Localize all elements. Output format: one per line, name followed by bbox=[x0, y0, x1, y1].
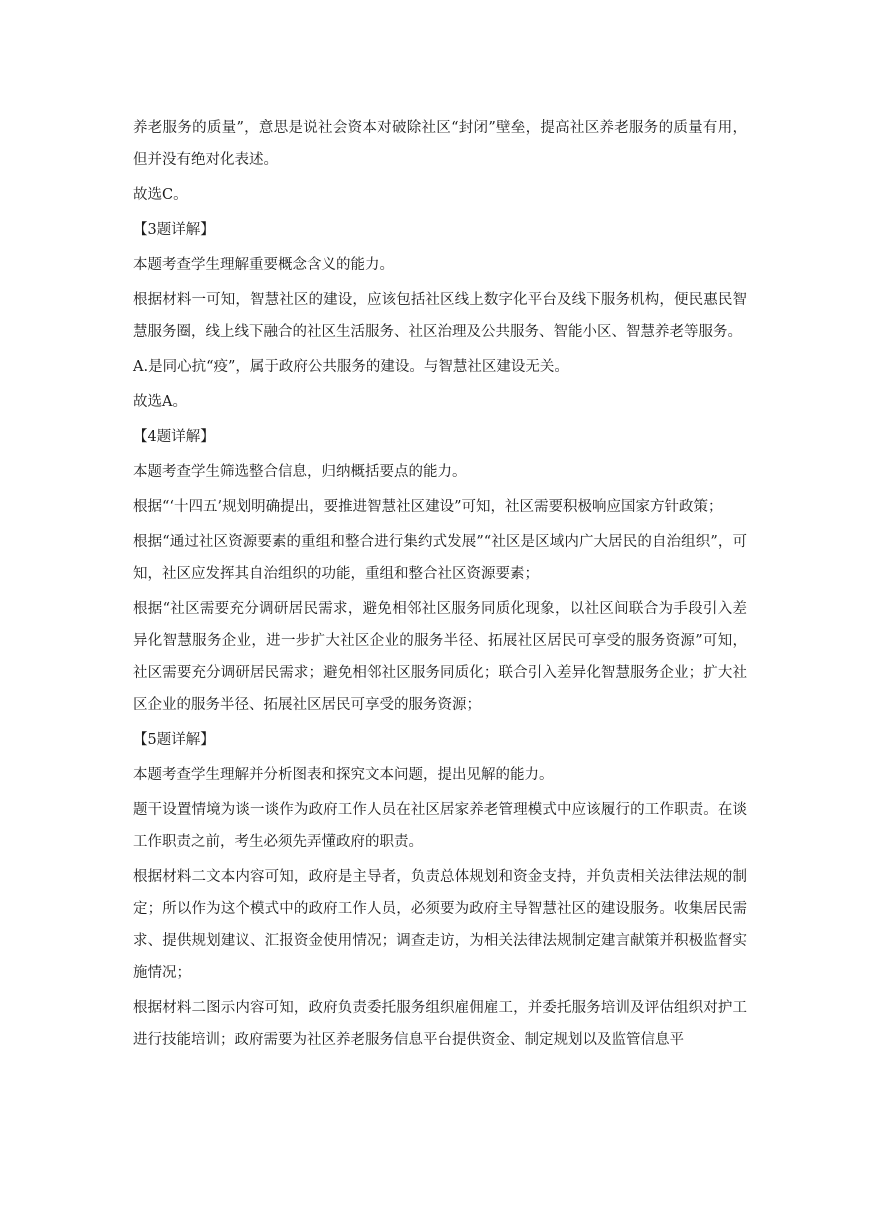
paragraph-q3-option-a: A.是同心抗“疫”，属于政府公共服务的建设。与智慧社区建设无关。 bbox=[133, 359, 569, 375]
paragraph-continuation: 养老服务的质量”，意思是说社会资本对破除社区“封闭”壁垒，提高社区养老服务的质量有用，但并没有绝对化表述。 bbox=[133, 120, 747, 168]
paragraph-q3-intro: 本题考查学生理解重要概念含义的能力。 bbox=[133, 257, 394, 273]
paragraph-q5-context: 题干设置情境为谈一谈作为政府工作人员在社区居家养老管理模式中应该履行的工作职责。在谈工作职责之前，考生必须先弄懂政府的职责。 bbox=[133, 802, 747, 850]
paragraph-q3-material: 根据材料一可知，智慧社区的建设，应该包括社区线上数字化平台及线下服务机构，便民惠民智慧服务圈，线上线下融合的社区生活服务、社区治理及公共服务、智能小区、智慧养老等服务。 bbox=[133, 292, 747, 340]
paragraph-q5-figure-analysis: 根据材料二图示内容可知，政府负责委托服务组织雇佣雇工，并委托服务培训及评估组织对护工进行技能培训；政府需要为社区养老服务信息平台提供资金、制定规划以及监管信息平 bbox=[133, 1000, 747, 1048]
section-heading-q5: 【5题详解】 bbox=[133, 732, 215, 748]
paragraph-q5-intro: 本题考查学生理解并分析图表和探究文本问题，提出见解的能力。 bbox=[133, 767, 554, 783]
paragraph-q4-point-2: 根据“通过社区资源要素的重组和整合进行集约式发展”“社区是区域内广大居民的自治组织”，可知，社区应发挥其自治组织的功能，重组和整合社区资源要素； bbox=[133, 534, 747, 582]
section-heading-q4: 【4题详解】 bbox=[133, 429, 215, 445]
paragraph-q4-intro: 本题考查学生筛选整合信息，归纳概括要点的能力。 bbox=[133, 464, 467, 480]
answer-line-a: 故选A。 bbox=[133, 394, 187, 410]
paragraph-q5-text-analysis: 根据材料二文本内容可知，政府是主导者，负责总体规划和资金支持，并负责相关法律法规的制定；所以作为这个模式中的政府工作人员，必须要为政府主导智慧社区的建设服务。收集居民需求、提供规划建议、汇报资金使用情况；调查走访，为相关法律法规制定建言献策并积极监督实施情况； bbox=[133, 869, 747, 981]
document-body bbox=[133, 112, 747, 1059]
paragraph-q4-point-3: 根据“社区需要充分调研居民需求，避免相邻社区服务同质化现象，以社区间联合为手段引入差异化智慧服务企业，进一步扩大社区企业的服务半径、拓展社区居民可享受的服务资源”可知，社区需要充分调研居民需求；避免相邻社区服务同质化；联合引入差异化智慧服务企业；扩大社区企业的服务半径、拓展社区居民可享受的服务资源； bbox=[133, 601, 747, 713]
section-heading-q3: 【3题详解】 bbox=[133, 222, 215, 238]
answer-line-c: 故选C。 bbox=[133, 187, 188, 203]
paragraph-q4-point-1: 根据“‘十四五’规划明确提出，要推进智慧社区建设”可知，社区需要积极响应国家方针政策； bbox=[133, 499, 723, 515]
